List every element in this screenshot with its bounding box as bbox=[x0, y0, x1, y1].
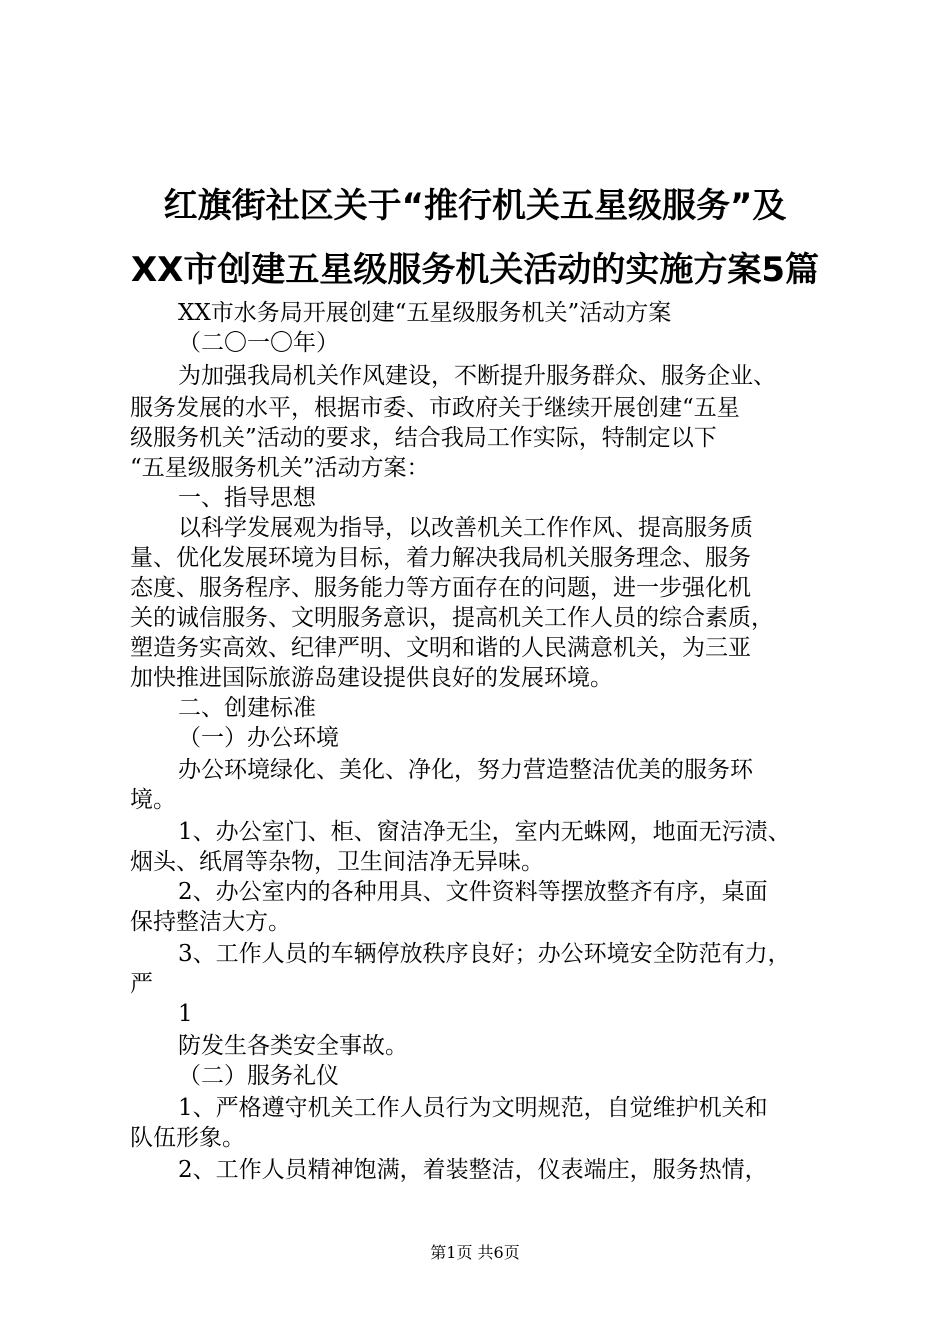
body-line: 3、工作人员的车辆停放秩序良好；办公环境安全防范有力， bbox=[178, 941, 791, 967]
body-line: “五星级服务机关”活动方案： bbox=[130, 455, 430, 481]
body-line: 态度、服务程序、服务能力等方面存在的问题，进一步强化机 bbox=[130, 575, 751, 601]
body-line: 2、办公室内的各种用具、文件资料等摆放整齐有序，桌面 bbox=[178, 879, 768, 905]
body-line: 严 bbox=[130, 971, 153, 997]
subsection-heading: （一）办公环境 bbox=[178, 725, 339, 751]
document-title-line-1: 红旗街社区关于“推行机关五星级服务”及 bbox=[163, 186, 787, 226]
body-line: 队伍形象。 bbox=[130, 1125, 245, 1151]
page-footer: 第1页 共6页 bbox=[430, 1243, 520, 1262]
body-line: 加快推进国际旅游岛建设提供良好的发展环境。 bbox=[130, 665, 613, 691]
body-line: XX市水务局开展创建“五星级服务机关”活动方案 bbox=[178, 300, 672, 326]
document-title-line-2: XX市创建五星级服务机关活动的实施方案5篇 bbox=[130, 250, 820, 290]
body-line: 1、严格遵守机关工作人员行为文明规范，自觉维护机关和 bbox=[178, 1095, 768, 1121]
body-line: 服务发展的水平，根据市委、市政府关于继续开展创建“五星 bbox=[130, 395, 740, 421]
body-line: 2、工作人员精神饱满，着装整洁，仪表端庄，服务热情， bbox=[178, 1157, 768, 1183]
body-line: 塑造务实高效、纪律严明、文明和谐的人民满意机关，为三亚 bbox=[130, 635, 751, 661]
body-line: 1、办公室门、柜、窗洁净无尘，室内无蛛网，地面无污渍、 bbox=[178, 819, 791, 845]
inline-page-number: 1 bbox=[178, 1001, 193, 1027]
body-line: 关的诚信服务、文明服务意识，提高机关工作人员的综合素质， bbox=[130, 605, 774, 631]
body-line: 防发生各类安全事故。 bbox=[178, 1033, 408, 1059]
body-line: 级服务机关”活动的要求，结合我局工作实际，特制定以下 bbox=[130, 425, 717, 451]
subsection-heading: （二）服务礼仪 bbox=[178, 1063, 339, 1089]
body-line: （二〇一〇年） bbox=[178, 330, 339, 356]
body-line: 为加强我局机关作风建设，不断提升服务群众、服务企业、 bbox=[178, 363, 776, 389]
section-heading: 二、创建标准 bbox=[178, 695, 316, 721]
body-line: 办公环境绿化、美化、净化，努力营造整洁优美的服务环 bbox=[178, 757, 753, 783]
body-line: 境。 bbox=[130, 787, 176, 813]
body-line: 以科学发展观为指导，以改善机关工作作风、提高服务质 bbox=[178, 515, 753, 541]
body-line: 保持整洁大方。 bbox=[130, 909, 291, 935]
body-line: 量、优化发展环境为目标，着力解决我局机关服务理念、服务 bbox=[130, 545, 751, 571]
section-heading: 一、指导思想 bbox=[178, 485, 316, 511]
body-line: 烟头、纸屑等杂物，卫生间洁净无异味。 bbox=[130, 849, 544, 875]
